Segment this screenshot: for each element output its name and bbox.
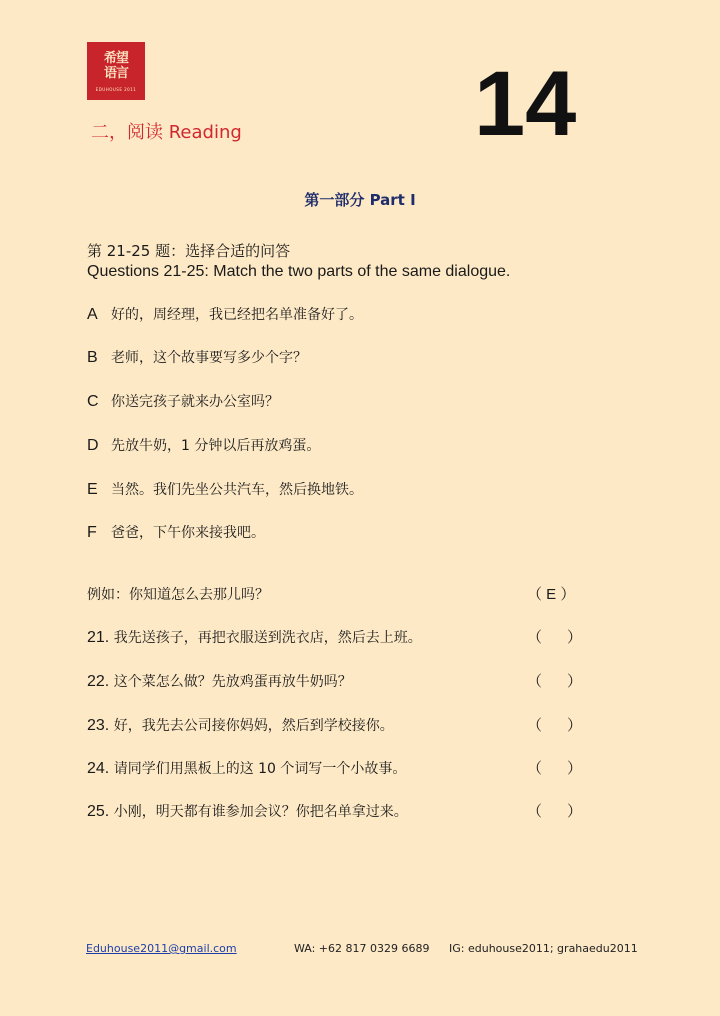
question-number: 23. xyxy=(87,717,110,734)
option-f xyxy=(87,522,265,542)
answer-blank[interactable]: （ ） xyxy=(527,629,583,646)
option-letter: C xyxy=(87,393,99,410)
option-text: 先放牛奶，1 分钟以后再放鸡蛋。 xyxy=(111,438,321,454)
section-title: 二，阅读 Reading xyxy=(91,122,242,143)
example-answer: （ E ） xyxy=(527,586,576,603)
answer-blank[interactable]: （ ） xyxy=(527,760,583,777)
footer-whatsapp: WA: +62 817 0329 6689 xyxy=(294,942,430,955)
answer-blank[interactable]: （ ） xyxy=(527,673,583,690)
option-c xyxy=(87,391,279,411)
option-letter: A xyxy=(87,306,98,323)
question-text: 小刚，明天都有谁参加会议？你把名单拿过来。 xyxy=(113,804,408,820)
example-text: 例如：你知道怎么去那儿吗？ xyxy=(87,587,269,603)
question-24 xyxy=(87,758,583,778)
question-text: 这个菜怎么做？先放鸡蛋再放牛奶吗？ xyxy=(113,674,352,690)
question-23 xyxy=(87,715,583,735)
option-text: 好的，周经理，我已经把名单准备好了。 xyxy=(111,307,363,323)
logo-glyph: 希望 语言 xyxy=(103,50,128,81)
option-text: 当然。我们先坐公共汽车，然后换地铁。 xyxy=(111,482,363,498)
logo-subtext: EDUHOUSE 2011 xyxy=(95,86,137,92)
question-text: 我先送孩子，再把衣服送到洗衣店，然后去上班。 xyxy=(113,630,422,646)
question-number: 22. xyxy=(87,673,110,690)
option-text: 老师，这个故事要写多少个字？ xyxy=(111,350,307,366)
part-heading: 第一部分 Part I xyxy=(304,191,416,209)
footer-email-link[interactable]: Eduhouse2011@gmail.com xyxy=(86,942,237,955)
option-text: 爸爸，下午你来接我吧。 xyxy=(111,525,265,541)
question-21 xyxy=(87,627,583,647)
question-22 xyxy=(87,671,583,691)
option-letter: D xyxy=(87,437,99,454)
question-text: 好，我先去公司接你妈妈，然后到学校接你。 xyxy=(113,718,394,734)
page-number: 14 xyxy=(474,53,577,155)
option-d xyxy=(87,435,320,455)
answer-blank[interactable]: （ ） xyxy=(527,803,583,820)
option-letter: B xyxy=(87,349,98,366)
question-text: 请同学们用黑板上的这 10 个词写一个小故事。 xyxy=(113,761,407,777)
option-letter: E xyxy=(87,481,98,498)
question-25 xyxy=(87,801,583,821)
option-b xyxy=(87,347,307,367)
eduhouse-logo xyxy=(87,42,145,100)
question-number: 25. xyxy=(87,803,110,820)
option-a xyxy=(87,304,363,324)
footer-instagram: IG: eduhouse2011; grahaedu2011 xyxy=(449,942,638,955)
example-question xyxy=(87,584,577,604)
option-e xyxy=(87,479,363,499)
instruction-english: Questions 21-25: Match the two parts of the same dialogue. xyxy=(87,263,511,280)
question-number: 21. xyxy=(87,629,110,646)
option-text: 你送完孩子就来办公室吗？ xyxy=(111,394,279,410)
question-number: 24. xyxy=(87,760,110,777)
option-letter: F xyxy=(87,524,97,541)
answer-blank[interactable]: （ ） xyxy=(527,717,583,734)
instruction-chinese: 第 21-25 题：选择合适的问答 xyxy=(87,242,291,260)
